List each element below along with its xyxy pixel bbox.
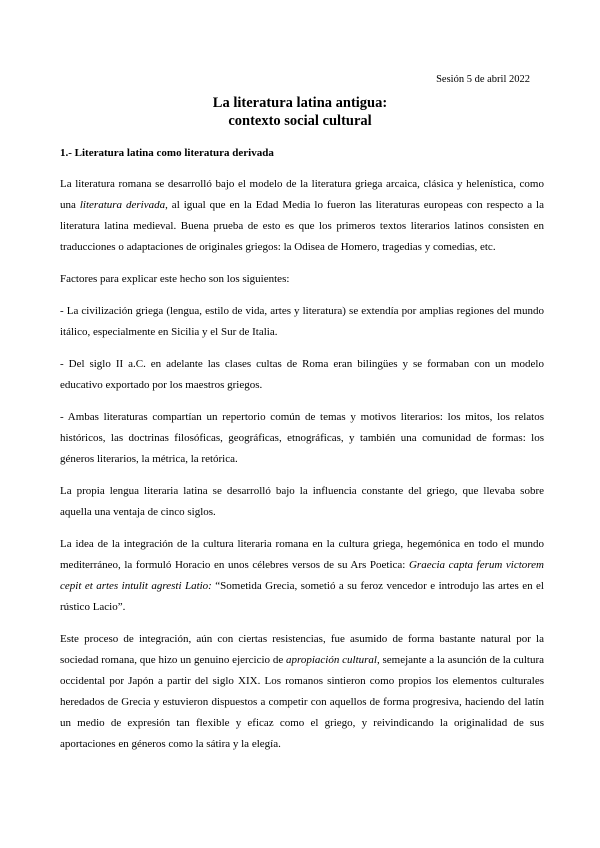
section-heading: 1.- Literatura latina como literatura derivada: [60, 147, 274, 159]
factor-item-2: - Del siglo II a.C. en adelante las clases cultas de Roma eran bilingües y se formaban con un modelo educativo exportado por los maestros griegos.: [60, 358, 544, 391]
paragraph-1-italic: literatura derivada: [79, 199, 166, 211]
paragraph-1: [60, 174, 544, 258]
paragraph-4: [60, 534, 544, 618]
paragraph-5-italic: apropiación cultural: [286, 654, 377, 666]
paragraph-1-text-c: , al igual que en la Edad Media lo fueron las literaturas europeas con respecto a la literatura latina medieval. Buena prueba de esto es que los primeros textos literarios latinos consisten en traducciones o adaptaciones de originales griegos: la Odisea de Homero, tragedias y comedias, etc.: [60, 199, 544, 253]
session-date: Sesión 5 de abril 2022: [436, 74, 530, 85]
paragraph-3: La propia lengua literaria latina se desarrolló bajo la influencia constante del griego, que llevaba sobre aquella una ventaja de cinco siglos.: [60, 485, 544, 518]
paragraph-5-text-c: , semejante a la asunción de la cultura occidental por Japón a partir del siglo XIX. Los romanos sintieron como propios los elementos culturales heredados de Grecia y estuvieron dispuestos a competir con aquellos de forma progresiva, haciendo del latín un medio de expresión tan flexible y eficaz como el griego, y reivindicando la originalidad de sus aportaciones en géneros como la sátira y la elegía.: [60, 654, 544, 750]
paragraph-4-text-c: “Sometida Grecia, sometió a su feroz vencedor e introdujo las artes en el rústico Lacio”.: [60, 580, 544, 613]
paragraph-4-text-a: La idea de la integración de la cultura literaria romana en la cultura griega, hegemónica en todo el mundo mediterráneo, la formuló Horacio en unos célebres versos de su Ars Poetica:: [60, 538, 544, 571]
paragraph-5: [60, 629, 544, 755]
document-body: [60, 143, 544, 766]
title-line-2: contexto social cultural: [228, 113, 372, 129]
paragraph-2: Factores para explicar este hecho son los siguientes:: [60, 273, 290, 285]
factor-item-1: - La civilización griega (lengua, estilo de vida, artes y literatura) se extendía por amplias regiones del mundo itálico, especialmente en Sicilia y el Sur de Italia.: [60, 305, 544, 338]
factor-item-3: - Ambas literaturas compartían un repertorio común de temas y motivos literarios: los mitos, los relatos históricos, las doctrinas filosóficas, geográficas, etnográficas, y también una comunidad de formas: los géneros literarios, la métrica, la retórica.: [60, 411, 544, 465]
paragraph-1-text-a: La literatura romana se desarrolló bajo el modelo de la literatura griega arcaica, clásica y helenística, como una: [60, 178, 544, 211]
paragraph-4-latin-quote: Graecia capta ferum victorem cepit et artes intulit agresti Latio:: [60, 559, 544, 592]
paragraph-5-text-a: Este proceso de integración, aún con ciertas resistencias, fue asumido de forma bastante natural por la sociedad romana, que hizo un genuino ejercicio de: [60, 633, 544, 666]
page-title: [0, 94, 600, 130]
title-line-1: La literatura latina antigua:: [212, 95, 388, 111]
